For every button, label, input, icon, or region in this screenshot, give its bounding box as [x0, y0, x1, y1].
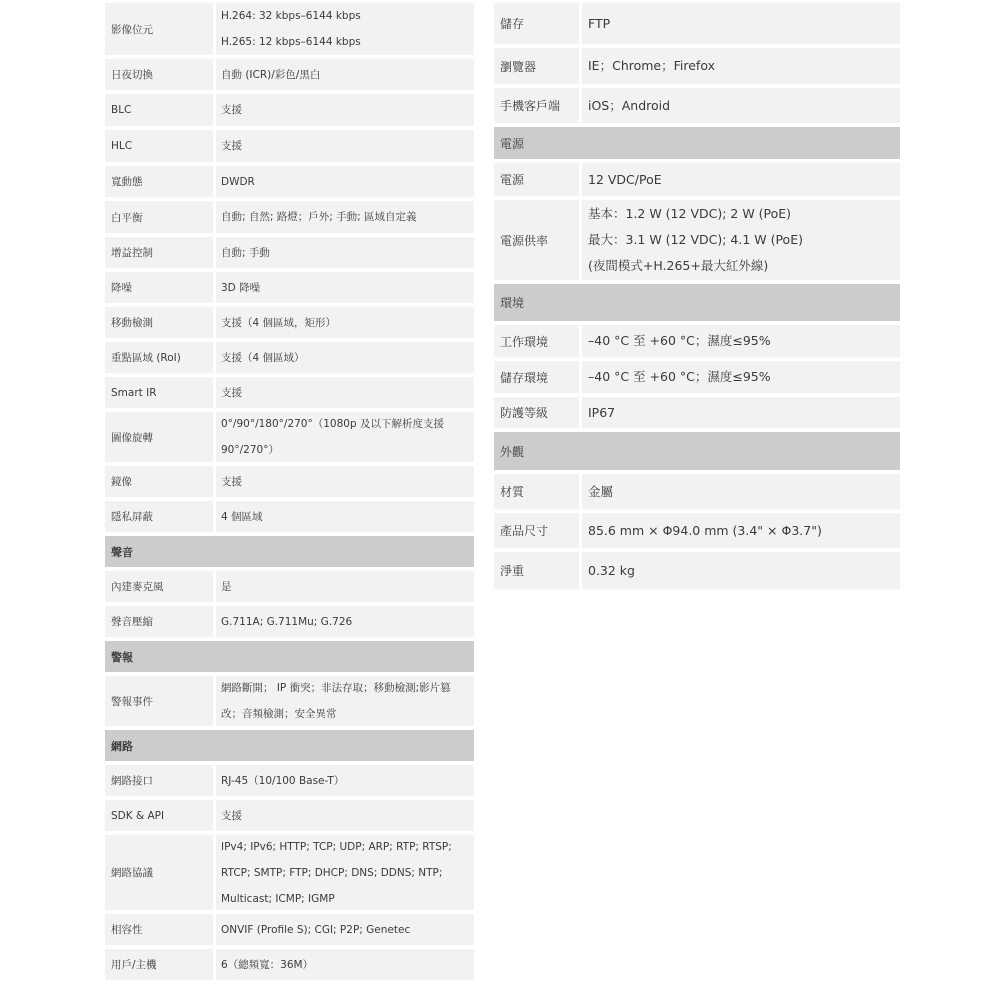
spec-value [216, 412, 474, 462]
spec-value-line: H.264: 32 kbps–6144 kbps [221, 10, 361, 22]
spec-label: BLC [105, 94, 213, 126]
spec-label: 產品尺寸 [494, 513, 579, 548]
spec-value [216, 571, 474, 602]
spec-label: 儲存環境 [494, 361, 579, 393]
spec-label: 電源 [494, 163, 579, 196]
spec-row [105, 342, 474, 373]
spec-row [494, 361, 900, 393]
spec-value [216, 272, 474, 303]
spec-row [105, 272, 474, 303]
spec-label: 白平衡 [105, 201, 213, 233]
spec-row [105, 835, 474, 910]
spec-row [494, 3, 900, 44]
spec-value-line: Multicast; ICMP; IGMP [221, 892, 335, 905]
spec-value [216, 166, 474, 197]
spec-label: 日夜切換 [105, 59, 213, 90]
spec-value-line: 金屬 [588, 483, 614, 499]
spec-value [216, 307, 474, 338]
spec-value [582, 361, 900, 393]
spec-value [582, 513, 900, 548]
spec-value [582, 88, 900, 123]
spec-value [582, 48, 900, 84]
spec-row [105, 412, 474, 462]
spec-value [216, 501, 474, 532]
spec-label: 相容性 [105, 914, 213, 945]
spec-value-line: 4 個區域 [221, 510, 263, 523]
spec-label: 圖像旋轉 [105, 412, 213, 462]
spec-value-line: 是 [221, 580, 232, 593]
spec-value-line: 支援 [221, 140, 242, 152]
spec-label: 用戶/主機 [105, 949, 213, 980]
spec-value-line: G.711A; G.711Mu; G.726 [221, 615, 353, 628]
spec-value [216, 237, 474, 268]
spec-row [494, 200, 900, 280]
spec-value-line: IPv4; IPv6; HTTP; TCP; UDP; ARP; RTP; RTSP; [221, 840, 452, 853]
spec-row [105, 377, 474, 408]
spec-value-line: 12 VDC/PoE [588, 171, 662, 187]
spec-value-line: –40 °C 至 +60 °C；濕度≤95% [588, 333, 771, 348]
spec-label: HLC [105, 130, 213, 162]
spec-label: 淨重 [494, 552, 579, 589]
spec-row [105, 130, 474, 162]
section-header: 環境 [494, 284, 900, 321]
spec-row [105, 571, 474, 602]
spec-row [494, 88, 900, 123]
section-header: 聲音 [105, 536, 474, 567]
spec-value [582, 397, 900, 428]
spec-label: 防護等級 [494, 397, 579, 428]
spec-label: 工作環境 [494, 325, 579, 357]
spec-value-line: 85.6 mm × Φ94.0 mm (3.4" × Φ3.7") [588, 522, 822, 538]
spec-value-line: 最大：3.1 W (12 VDC); 4.1 W (PoE) [588, 232, 803, 247]
spec-label: 聲音壓縮 [105, 606, 213, 637]
spec-value-line: 0°/90°/180°/270°（1080p 及以下解析度支援 [221, 418, 444, 430]
spec-column-right [494, 3, 900, 593]
spec-value [582, 163, 900, 196]
spec-row [105, 949, 474, 980]
spec-row [105, 166, 474, 197]
spec-value [582, 325, 900, 357]
spec-value [216, 201, 474, 233]
spec-value [582, 3, 900, 44]
spec-label: 隱私屏蔽 [105, 501, 213, 532]
spec-value-line: 支援 [221, 809, 242, 822]
spec-value-line: 自動 (ICR)/彩色/黑白 [221, 68, 321, 81]
spec-value [216, 94, 474, 126]
spec-label: 鏡像 [105, 466, 213, 497]
spec-label: 儲存 [494, 3, 579, 44]
spec-value [216, 3, 474, 55]
spec-row [105, 914, 474, 945]
spec-row [494, 48, 900, 84]
spec-row [105, 466, 474, 497]
spec-label: 網路協議 [105, 835, 213, 910]
spec-value [216, 130, 474, 162]
spec-row [105, 3, 474, 55]
spec-label: 警報事件 [105, 676, 213, 726]
spec-value-line: RTCP; SMTP; FTP; DHCP; DNS; DDNS; NTP; [221, 866, 443, 879]
spec-row [105, 800, 474, 831]
spec-value-line: 0.32 kg [588, 562, 635, 578]
section-header: 警報 [105, 641, 474, 672]
spec-label: 內建麥克風 [105, 571, 213, 602]
spec-row [105, 307, 474, 338]
spec-row [494, 474, 900, 509]
spec-label: 移動檢測 [105, 307, 213, 338]
spec-label: 材質 [494, 474, 579, 509]
spec-row [105, 676, 474, 726]
spec-value-line: ONVIF (Profile S); CGI; P2P; Genetec [221, 923, 411, 936]
spec-value-line: DWDR [221, 175, 255, 188]
spec-value [216, 466, 474, 497]
spec-value-line: 90°/270°） [221, 444, 279, 456]
spec-value-line: iOS；Android [588, 97, 671, 113]
spec-label: 手機客戶端 [494, 88, 579, 123]
spec-value [216, 342, 474, 373]
spec-value-line: 支援（4 個區域） [221, 351, 305, 364]
spec-value-line: 基本：1.2 W (12 VDC); 2 W (PoE) [588, 206, 792, 221]
spec-value-line: 支援 [221, 475, 242, 488]
spec-row [105, 765, 474, 796]
spec-row [105, 606, 474, 637]
spec-row [494, 513, 900, 548]
spec-value [216, 949, 474, 980]
spec-value [216, 377, 474, 408]
spec-value-line: –40 °C 至 +60 °C；濕度≤95% [588, 369, 771, 384]
section-header: 外觀 [494, 432, 900, 470]
spec-label: 影像位元 [105, 3, 213, 55]
spec-value-line: 支援（4 個區域，矩形） [221, 316, 337, 329]
spec-value-line: 網路斷開； IP 衝突；非法存取；移動檢測;影片篡 [221, 682, 451, 694]
spec-value-line: (夜間模式+H.265+最大紅外線) [588, 258, 769, 273]
spec-value-line: 自動; 自然; 路燈；戶外; 手動; 區域自定義 [221, 211, 417, 223]
spec-value [582, 474, 900, 509]
spec-row [105, 201, 474, 233]
spec-value-line: 自動; 手動 [221, 246, 270, 259]
spec-value [216, 765, 474, 796]
spec-value [582, 200, 900, 280]
spec-value-line: 6（總頻寬：36M） [221, 958, 314, 971]
spec-value [216, 835, 474, 910]
spec-label: 電源供率 [494, 200, 579, 280]
spec-value-line: FTP [588, 15, 611, 31]
spec-row [105, 59, 474, 90]
spec-column-left [105, 3, 474, 984]
spec-label: SDK & API [105, 800, 213, 831]
spec-row [494, 325, 900, 357]
spec-value-line: H.265: 12 kbps–6144 kbps [221, 36, 361, 48]
spec-label: 寬動態 [105, 166, 213, 197]
spec-value [582, 552, 900, 589]
spec-value-line: IP67 [588, 404, 616, 420]
spec-value-line: 支援 [221, 104, 242, 116]
spec-label: 降噪 [105, 272, 213, 303]
spec-row [494, 397, 900, 428]
spec-row [105, 94, 474, 126]
spec-value [216, 606, 474, 637]
spec-row [494, 163, 900, 196]
spec-value [216, 676, 474, 726]
spec-value-line: 支援 [221, 386, 242, 399]
section-header: 網路 [105, 730, 474, 761]
spec-value [216, 800, 474, 831]
spec-value-line: 3D 降噪 [221, 281, 261, 294]
spec-value-line: 改；音頻檢測；安全異常 [221, 708, 337, 720]
spec-value [216, 914, 474, 945]
spec-row [105, 501, 474, 532]
spec-value-line: IE；Chrome；Firefox [588, 58, 715, 73]
spec-label: 增益控制 [105, 237, 213, 268]
spec-label: Smart IR [105, 377, 213, 408]
spec-label: 瀏覽器 [494, 48, 579, 84]
spec-value-line: RJ-45（10/100 Base-T） [221, 774, 345, 787]
spec-row [494, 552, 900, 589]
spec-row [105, 237, 474, 268]
section-header: 電源 [494, 127, 900, 159]
spec-value [216, 59, 474, 90]
spec-label: 重點區域 (RoI) [105, 342, 213, 373]
spec-label: 網路接口 [105, 765, 213, 796]
